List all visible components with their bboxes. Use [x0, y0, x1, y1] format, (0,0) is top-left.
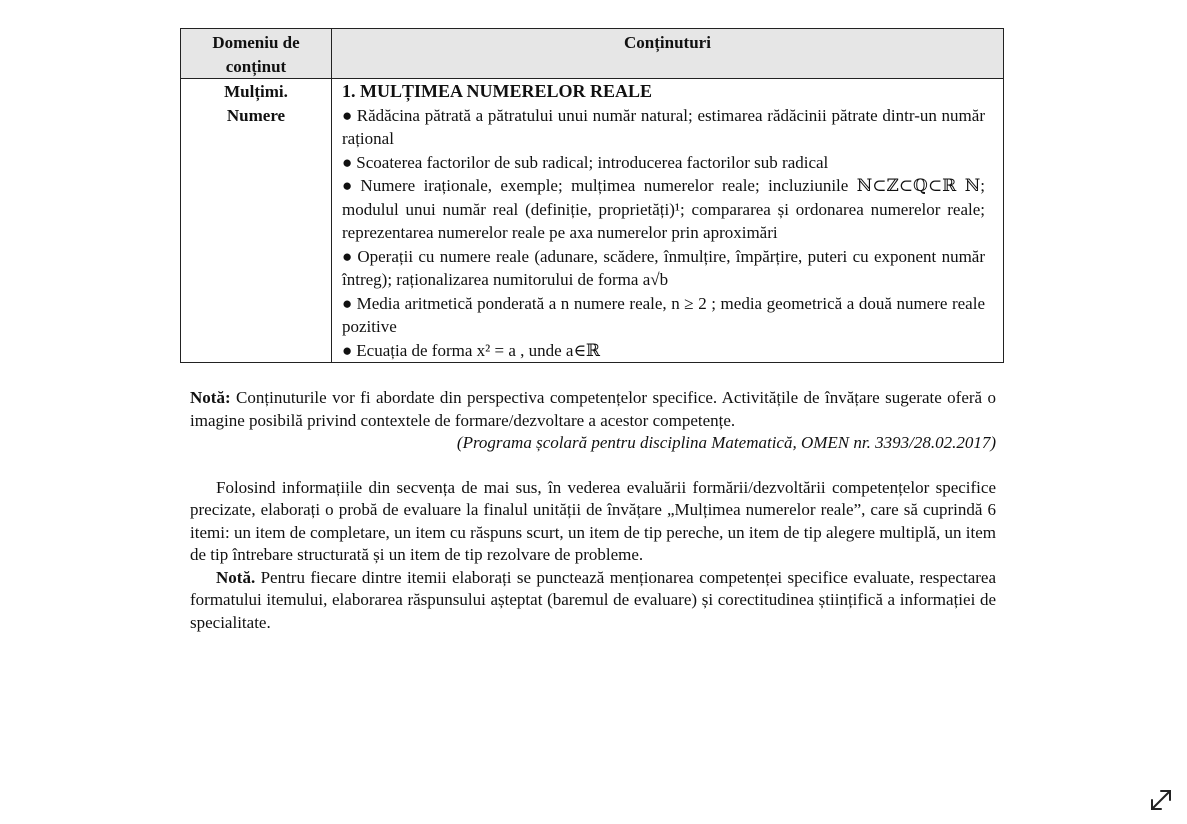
note-text: Conținuturile vor fi abordate din perspectiva competențelor specifice. Activitățile de învățare sugerate oferă o imagine posibilă privind contextele de formare/dezvoltare a acestor competențe. [190, 388, 997, 430]
chapter-title: 1. MULȚIMEA NUMERELOR REALE [342, 81, 653, 101]
list-item: ● Numere iraționale, exemple; mulțimea numerelor reale; incluziunile ℕ⊂ℤ⊂ℚ⊂ℝ ℕ; modulul unui număr real (definiție, proprietăți)¹; compararea și ordonarea numerelor reale; reprezentarea numerelor reale pe axa numerelor prin aproximări [342, 176, 985, 242]
table-header-row [181, 29, 1004, 79]
note2-text: Pentru fiecare dintre itemii elaborați se punctează menționarea competenței specifice evaluate, respectarea formatului itemului, elaborarea răspunsului așteptat (baremul de evaluare) și corectitudinea științifică a informației de specialitate. [190, 567, 996, 632]
domain-line-2: Numere [226, 105, 286, 125]
expand-icon[interactable] [1147, 786, 1175, 814]
note-label: Notă: [190, 388, 231, 407]
header-contents: Conținuturi [332, 29, 1004, 79]
curriculum-table [180, 28, 1004, 363]
bullet-icon: ● [342, 293, 353, 313]
bullet-icon: ● [342, 152, 353, 172]
bullet-icon: ● [342, 105, 353, 125]
bullet-icon: ● [342, 176, 357, 195]
list-item: ● Rădăcina pătrată a pătratului unui număr natural; estimarea rădăcinii pătrate dintr-un număr rațional [342, 105, 985, 148]
bullet-icon: ● [342, 246, 354, 266]
list-item: ● Scoaterea factorilor de sub radical; introducerea factorilor sub radical [342, 152, 829, 172]
note2-label: Notă. [216, 567, 256, 587]
notes-section [190, 387, 996, 634]
task-paragraph: Folosind informațiile din secvența de mai sus, în vederea evaluării formării/dezvoltării competențelor specifice precizate, elaborați o probă de evaluare la finalul unității de învățare „Mulțimea numerelor reale”, care să cuprindă 6 itemi: un item de completare, un item cu răspuns scurt, un item de tip pereche, un item de tip alegere multiplă, un item de tip întrebare structurată și un item de tip rezolvare de probleme. [190, 477, 996, 564]
domain-cell [181, 79, 332, 363]
list-item: ● Ecuația de forma x² = a , unde a∈ℝ [342, 340, 601, 360]
domain-line-1: Mulțimi. [224, 82, 288, 101]
header-domain: Domeniu de conținut [181, 29, 332, 79]
list-item: ● Operații cu numere reale (adunare, scădere, înmulțire, împărțire, puteri cu exponent număr întreg); raționalizarea numitorului de forma a√b [342, 246, 985, 289]
source-citation: (Programa școlară pentru disciplina Matematică, OMEN nr. 3393/28.02.2017) [456, 433, 996, 452]
note-paragraph [190, 387, 996, 432]
note2-paragraph [190, 567, 996, 635]
table-row [181, 79, 1004, 363]
list-item: ● Media aritmetică ponderată a n numere reale, n ≥ 2 ; media geometrică a două numere reale pozitive [342, 293, 985, 336]
contents-cell [332, 79, 1004, 363]
bullet-icon: ● [342, 340, 353, 360]
document-page [180, 28, 1004, 634]
